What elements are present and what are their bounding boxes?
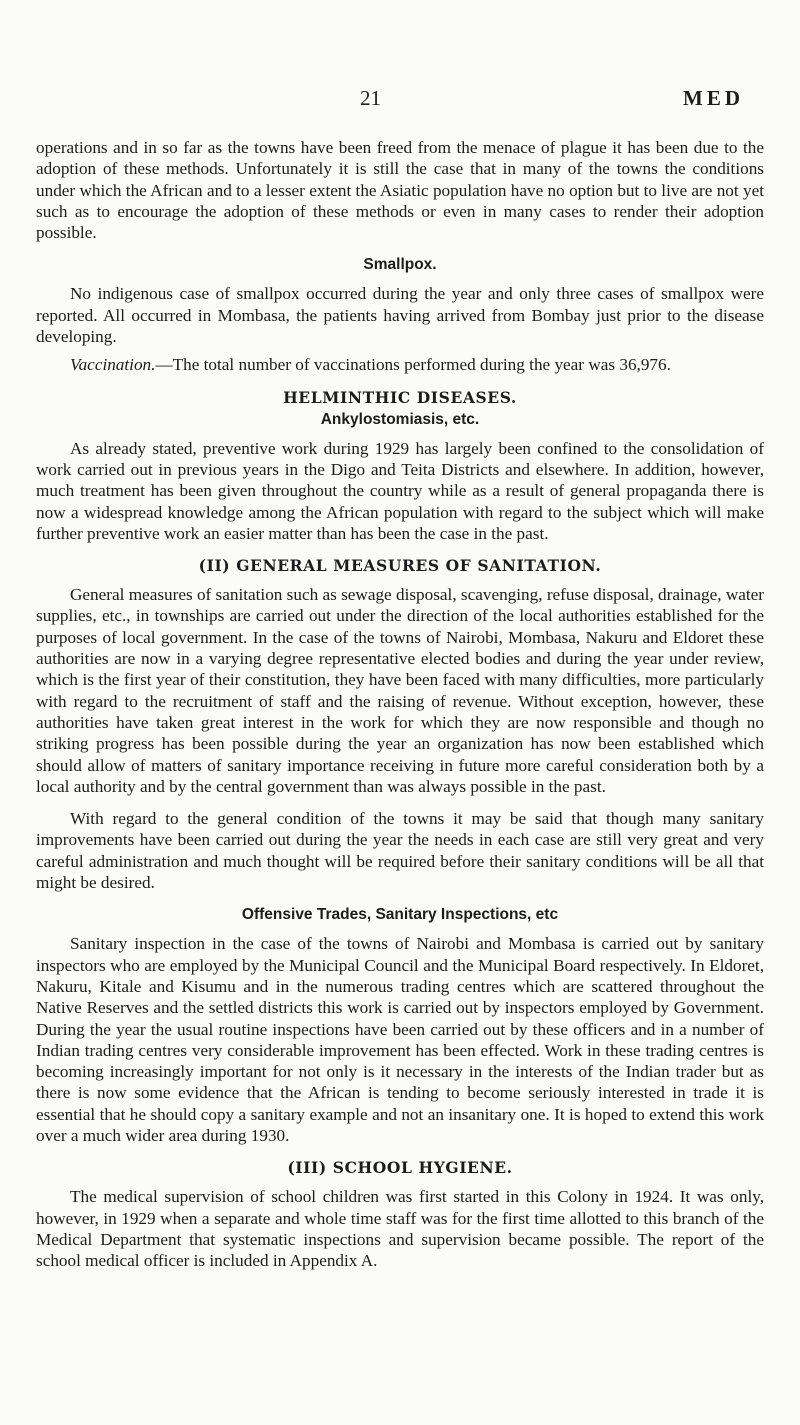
sanitation-heading: (II) GENERAL MEASURES OF SANITATION. bbox=[198, 556, 602, 576]
running-head: MED bbox=[683, 86, 744, 110]
page-body bbox=[36, 137, 764, 1271]
sanitation-paragraph-1: General measures of sanitation such as sewage disposal, scavenging, refuse disposal, drainage, water supplies, etc., in townships are carried out under the direction of the local authorities established for the purposes of local government. In the case of the towns of Nairobi, Mombasa, Nakuru and Eldoret these authorities are now in a varying degree representative elected bodies and during the year under review, which is the first year of their constitution, they have been faced with many difficulties, more particularly with regard to the recruitment of staff and the raising of revenue. Without exception, however, these authorities have taken great interest in the work for which they are now responsible and though no striking progress has been possible during the year an organization has now been established which should allow of matters of sanitary importance receiving in future more careful consideration both by a local authority and by the central government than was always possible in the past. bbox=[36, 585, 764, 796]
smallpox-heading: Smallpox. bbox=[363, 256, 437, 274]
helminthic-heading: HELMINTHIC DISEASES. bbox=[283, 387, 517, 407]
helminthic-paragraph: As already stated, preventive work during 1929 has largely been confined to the consolidation of work carried out in previous years in the Digo and Teita Districts and elsewhere. In addition, however, much treatment has been given throughout the country while as a result of general propaganda there is now a widespread knowledge among the African population with regard to the subject which will make further preventive work an easier matter than has been the case in the past. bbox=[36, 438, 764, 543]
vaccination-text: —The total number of vaccinations performed during the year was 36,976. bbox=[155, 355, 671, 375]
smallpox-paragraph: No indigenous case of smallpox occurred during the year and only three cases of smallpox were reported. All occurred in Mombasa, the patients having arrived from Bombay just prior to the disease developing. bbox=[36, 284, 764, 347]
ankylostomiasis-subheading: Ankylostomiasis, etc. bbox=[320, 410, 480, 428]
page-header bbox=[0, 86, 800, 114]
offensive-trades-paragraph: Sanitary inspection in the case of the towns of Nairobi and Mombasa is carried out by sanitary inspectors who are employed by the Municipal Council and the Municipal Board respectively. In Eldoret, Nakuru, Kitale and Kisumu and in the numerous trading centres which are scattered throughout the Native Reserves and the settled districts this work is carried out by inspectors employed by Government. During the year the usual routine inspections have been carried out by these officers and in a number of Indian trading centres very considerable improvement has been effected. Work in these trading centres is becoming increasingly important for not only is it necessary in the interests of the Indian trader but as there is now some evidence that the African is tending to become seriously interested in trade it is essential that he should copy a sanitary example and not an insanitary one. It is hoped to extend this work over a much wider area during 1930. bbox=[36, 934, 764, 1145]
school-hygiene-heading: (III) SCHOOL HYGIENE. bbox=[287, 1158, 513, 1178]
intro-paragraph: operations and in so far as the towns have been freed from the menace of plague it has been due to the adoption of these methods. Unfortunately it is still the case that in many of the towns the conditions under which the African and to a lesser extent the Asiatic population have no option but to live are not yet such as to encourage the adoption of these methods or even in many cases to render their adoption possible. bbox=[36, 138, 764, 243]
sanitation-paragraph-2: With regard to the general condition of the towns it may be said that though many sanitary improvements have been carried out during the year the needs in each case are still very great and very careful administration and much thought will be required before their sanitary conditions will be all that might be desired. bbox=[36, 809, 764, 893]
vaccination-paragraph bbox=[36, 354, 764, 375]
page-number: 21 bbox=[360, 86, 381, 110]
school-hygiene-paragraph: The medical supervision of school children was first started in this Colony in 1924. It was only, however, in 1929 when a separate and whole time staff was for the first time allotted to this branch of the Medical Department that systematic inspections and supervision became possible. The report of the school medical officer is included in Appendix A. bbox=[36, 1187, 764, 1271]
offensive-trades-heading: Offensive Trades, Sanitary Inspections, etc bbox=[241, 906, 559, 924]
vaccination-lead: Vaccination. bbox=[70, 355, 156, 375]
